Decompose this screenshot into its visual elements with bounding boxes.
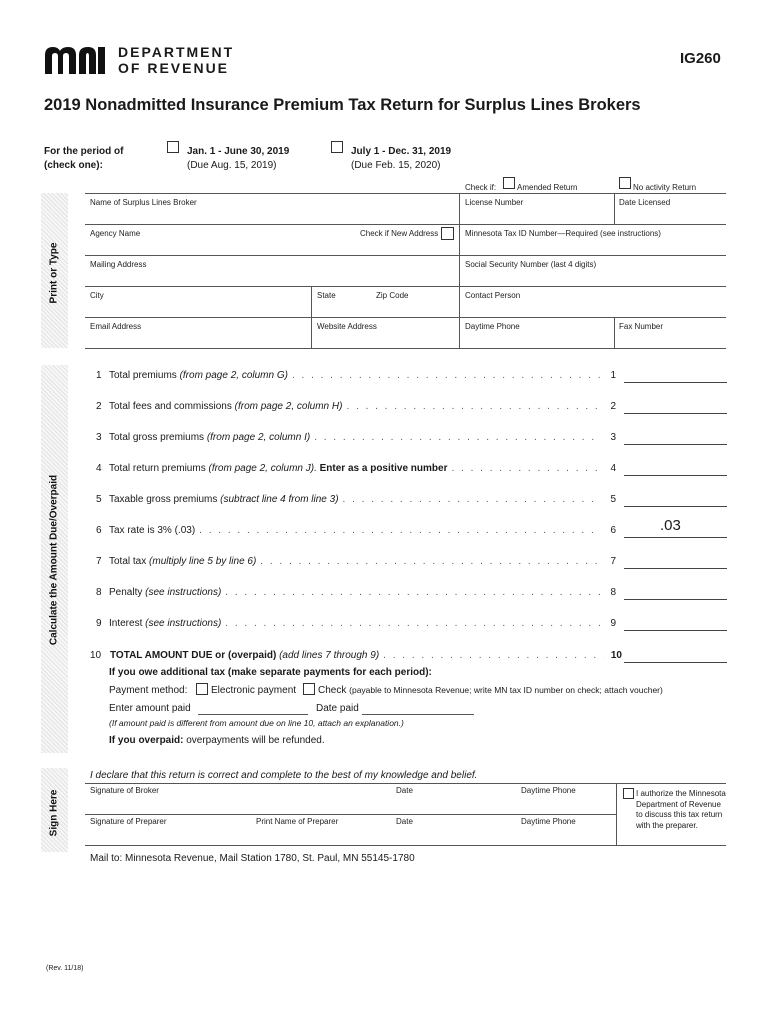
line-ref-number: 7 <box>610 556 616 567</box>
date-paid-label: Date paid <box>316 703 359 714</box>
electronic-payment-label: Electronic payment <box>211 685 297 696</box>
line-7-amount-input[interactable] <box>624 568 727 569</box>
line-2 <box>96 401 616 415</box>
line-ref-number: 8 <box>610 587 616 598</box>
line-leader <box>199 525 600 536</box>
period-label-line2: (check one): <box>44 160 103 171</box>
overpaid-rest: overpayments will be refunded. <box>183 735 325 746</box>
period-option-1 <box>187 145 289 173</box>
line-ref-number: 3 <box>610 432 616 443</box>
website-address-field[interactable]: Website Address <box>317 322 377 331</box>
mailing-address-field[interactable]: Mailing Address <box>90 260 147 269</box>
line-label-italic: (from page 2, column H) <box>234 401 343 412</box>
line-leader <box>225 618 600 629</box>
form-id: IG260 <box>680 50 721 67</box>
owe-heading: If you owe additional tax (make separate payments for each period): <box>109 667 432 678</box>
line-leader <box>260 556 600 567</box>
broker-date-field[interactable]: Date <box>396 786 413 795</box>
license-number-field[interactable]: License Number <box>465 198 524 207</box>
period-july-dec-checkbox[interactable] <box>331 141 343 153</box>
amended-return-label: Amended Return <box>517 183 578 192</box>
line-leader <box>292 370 600 381</box>
authorize-line-2: Department of Revenue <box>636 799 721 809</box>
line-label-text: Penalty <box>109 587 146 598</box>
broker-phone-field[interactable]: Daytime Phone <box>521 786 576 795</box>
line-5-amount-input[interactable] <box>624 506 727 507</box>
line-5 <box>96 494 616 508</box>
line-leader <box>346 401 600 412</box>
authorize-preparer-checkbox[interactable] <box>623 788 634 799</box>
mn-logo <box>45 46 111 74</box>
line-label-text: Total tax <box>109 556 150 567</box>
line-label <box>109 401 342 412</box>
contact-person-field[interactable]: Contact Person <box>465 291 521 300</box>
line-label-text: Total gross premiums <box>109 432 207 443</box>
line-leader <box>225 587 600 598</box>
line-number: 3 <box>96 432 102 443</box>
authorize-preparer-text <box>636 789 726 831</box>
line-10-label <box>110 650 379 661</box>
line-label-text: Tax rate is 3% (.03) <box>109 525 196 536</box>
line-label-italic: (multiply line 5 by line 6) <box>149 556 257 567</box>
line-label <box>109 525 195 536</box>
fax-number-field[interactable]: Fax Number <box>619 322 664 331</box>
amount-paid-input[interactable] <box>198 714 308 715</box>
overpaid-bold: If you overpaid: <box>109 735 184 746</box>
agency-name-field[interactable]: Agency Name <box>90 229 141 238</box>
line-number: 2 <box>96 401 102 412</box>
line-6 <box>96 525 616 539</box>
broker-signature-field[interactable]: Signature of Broker <box>90 786 159 795</box>
tax-rate-value: .03 <box>660 517 681 534</box>
check-payment-note: (payable to Minnesota Revenue; write MN tax ID number on check; attach voucher) <box>349 685 663 695</box>
org-name-line2: OF REVENUE <box>118 60 230 76</box>
preparer-signature-field[interactable]: Signature of Preparer <box>90 817 167 826</box>
line-label-italic: (from page 2, column G) <box>179 370 288 381</box>
broker-name-field[interactable]: Name of Surplus Lines Broker <box>90 198 197 207</box>
line-label-italic: (subtract line 4 from line 3) <box>220 494 339 505</box>
line-number: 8 <box>96 587 102 598</box>
line-label <box>109 370 288 381</box>
mn-tax-id-field[interactable]: Minnesota Tax ID Number—Required (see instructions) <box>465 229 661 238</box>
line-ref-number: 5 <box>610 494 616 505</box>
new-address-checkbox[interactable] <box>441 227 454 240</box>
line-label-text: Total fees and commissions <box>109 401 235 412</box>
preparer-date-field[interactable]: Date <box>396 817 413 826</box>
date-licensed-field[interactable]: Date Licensed <box>619 198 671 207</box>
amended-return-checkbox[interactable] <box>503 177 515 189</box>
line-label-italic: (see instructions) <box>145 618 222 629</box>
overpaid-text <box>109 735 325 746</box>
ssn-field[interactable]: Social Security Number (last 4 digits) <box>465 260 597 269</box>
check-if-label: Check if: <box>465 183 497 192</box>
line-label-text: Taxable gross premiums <box>109 494 221 505</box>
payment-method-label: Payment method: <box>109 685 188 696</box>
line-label-text: Total return premiums <box>109 463 209 474</box>
new-address-label: Check if New Address <box>360 229 439 238</box>
line-label-italic: (from page 2, column I) <box>206 432 311 443</box>
org-name-line1: DEPARTMENT <box>118 44 235 60</box>
line-10-number: 10 <box>90 650 102 661</box>
period-jan-june-checkbox[interactable] <box>167 141 179 153</box>
line-number: 1 <box>96 370 102 381</box>
daytime-phone-field[interactable]: Daytime Phone <box>465 322 520 331</box>
authorize-line-3: to discuss this tax return <box>636 810 723 819</box>
period-option-2 <box>351 145 451 173</box>
line-10-amount-input[interactable] <box>624 662 727 663</box>
line-label-text: Total premiums <box>109 370 180 381</box>
line-label <box>109 618 221 629</box>
period-option-1-due: (Due Aug. 15, 2019) <box>187 160 277 171</box>
authorize-line-1: I authorize the Minnesota <box>636 789 726 798</box>
line-label-italic: (from page 2, column J). <box>208 463 317 474</box>
declaration-text: I declare that this return is correct and complete to the best of my knowledge and belief. <box>90 770 478 781</box>
line-ref-number: 2 <box>610 401 616 412</box>
line-2-amount-input[interactable] <box>624 413 727 414</box>
line-number: 4 <box>96 463 102 474</box>
line-4 <box>96 463 616 477</box>
line-4-amount-input[interactable] <box>624 475 727 476</box>
line-9-amount-input[interactable] <box>624 630 727 631</box>
state-field[interactable]: State <box>317 291 336 300</box>
line-10 <box>90 650 622 664</box>
no-activity-return-label: No activity Return <box>633 183 697 192</box>
line-10-label-bold: TOTAL AMOUNT DUE or (overpaid) <box>110 650 277 661</box>
line-3 <box>96 432 616 446</box>
preparer-print-name-field[interactable]: Print Name of Preparer <box>256 817 339 826</box>
line-1 <box>96 370 616 384</box>
line-10-leader <box>383 650 604 661</box>
line-label-text: Interest <box>109 618 146 629</box>
check-payment-label <box>318 685 663 696</box>
email-address-field[interactable]: Email Address <box>90 322 142 331</box>
line-7 <box>96 556 616 570</box>
sign-here-label: Sign Here <box>48 789 60 837</box>
line-number: 5 <box>96 494 102 505</box>
period-label <box>44 145 123 173</box>
period-option-2-due: (Due Feb. 15, 2020) <box>351 160 441 171</box>
no-activity-return-checkbox[interactable] <box>619 177 631 189</box>
enter-amount-paid-label: Enter amount paid <box>109 703 191 714</box>
line-label <box>109 587 221 598</box>
revision-date: (Rev. 11/18) <box>46 965 84 972</box>
amount-paid-note: (If amount paid is different from amount due on line 10, attach an explanation.) <box>109 718 404 728</box>
page-title: 2019 Nonadmitted Insurance Premium Tax Return for Surplus Lines Brokers <box>44 96 641 114</box>
line-9 <box>96 618 616 632</box>
check-payment-label-text: Check <box>318 685 347 696</box>
line-leader <box>451 463 600 474</box>
mn-logo-icon <box>45 46 111 74</box>
period-label-line1: For the period of <box>44 146 124 157</box>
line-label <box>109 556 256 567</box>
line-leader <box>314 432 600 443</box>
line-label <box>109 432 310 443</box>
date-paid-input[interactable] <box>362 714 474 715</box>
city-field[interactable]: City <box>90 291 104 300</box>
preparer-phone-field[interactable]: Daytime Phone <box>521 817 576 826</box>
line-10-label-italic: (add lines 7 through 9) <box>276 650 380 661</box>
line-6-amount-input[interactable] <box>624 537 727 538</box>
line-1-amount-input[interactable] <box>624 382 727 383</box>
line-leader <box>343 494 600 505</box>
line-8-amount-input[interactable] <box>624 599 727 600</box>
line-ref-number: 9 <box>610 618 616 629</box>
line-number: 6 <box>96 525 102 536</box>
period-option-2-main: July 1 - Dec. 31, 2019 <box>351 146 452 157</box>
line-8 <box>96 587 616 601</box>
check-payment-checkbox[interactable] <box>303 683 315 695</box>
mail-to-address: Mail to: Minnesota Revenue, Mail Station 1780, St. Paul, MN 55145-1780 <box>90 853 415 864</box>
line-label <box>109 494 339 505</box>
line-ref-number: 1 <box>610 370 616 381</box>
line-label-bold: Enter as a positive number <box>316 463 448 474</box>
period-option-1-main: Jan. 1 - June 30, 2019 <box>187 146 290 157</box>
print-or-type-label: Print or Type <box>48 242 60 304</box>
line-3-amount-input[interactable] <box>624 444 727 445</box>
line-ref-number: 4 <box>610 463 616 474</box>
line-ref-number: 6 <box>610 525 616 536</box>
line-number: 9 <box>96 618 102 629</box>
calculate-label: Calculate the Amount Due/Overpaid <box>48 474 60 646</box>
line-label-italic: (see instructions) <box>145 587 222 598</box>
authorize-line-4: with the preparer. <box>636 820 698 830</box>
line-10-ref: 10 <box>610 650 622 661</box>
line-number: 7 <box>96 556 102 567</box>
line-label <box>109 463 447 474</box>
electronic-payment-checkbox[interactable] <box>196 683 208 695</box>
zip-code-field[interactable]: Zip Code <box>376 291 409 300</box>
